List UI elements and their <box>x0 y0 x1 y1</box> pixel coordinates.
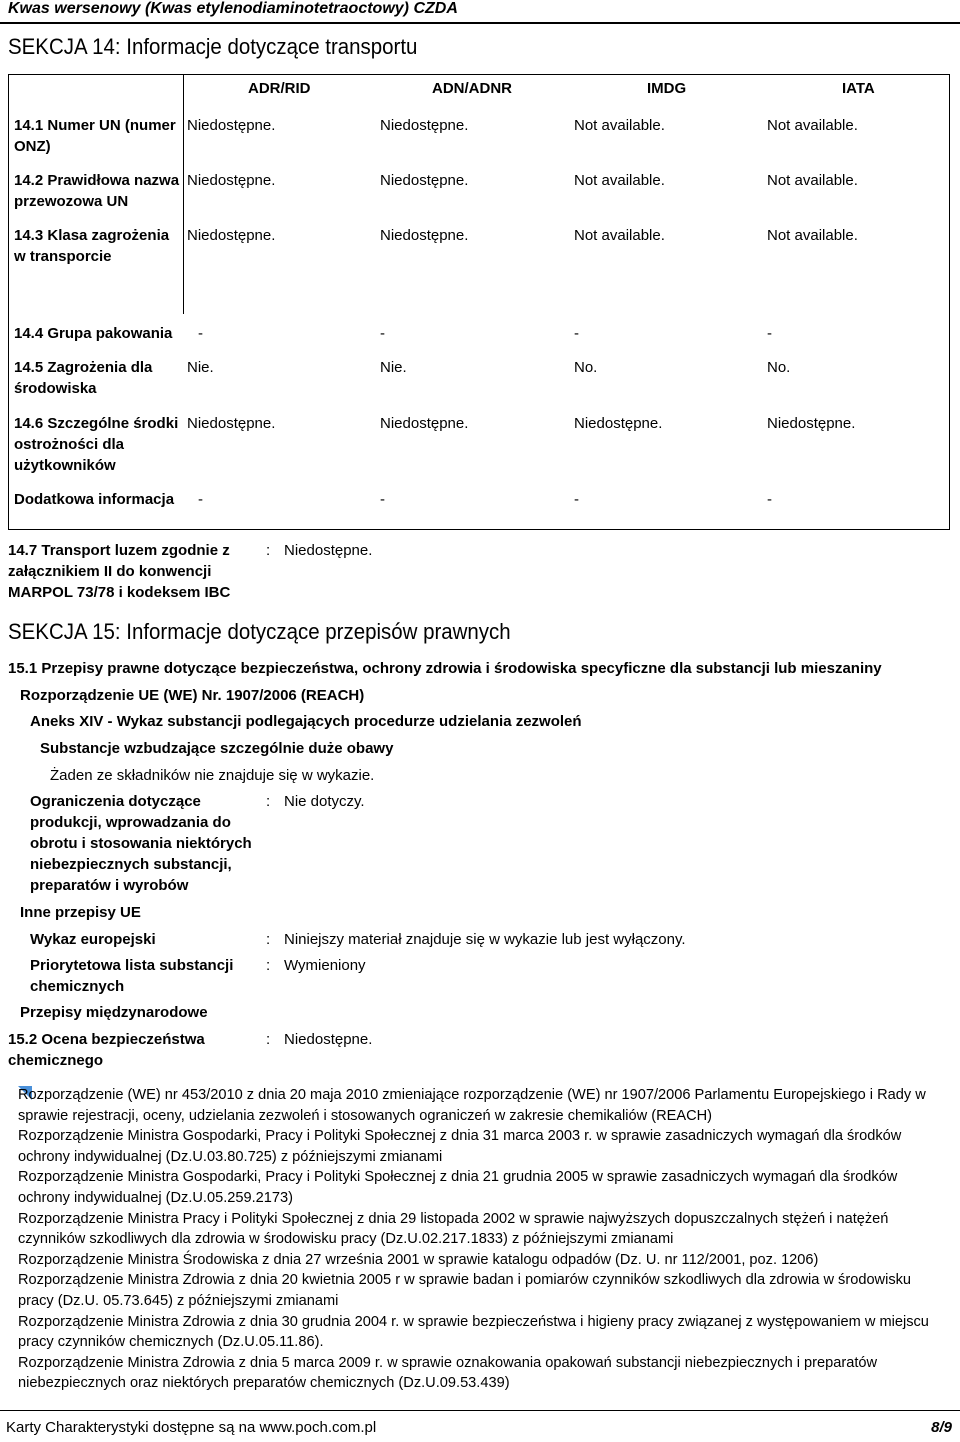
restrictions-value: Nie dotyczy. <box>284 793 365 810</box>
table-cell: - <box>574 325 579 342</box>
colon: : <box>266 793 271 810</box>
list-item: Rozporządzenie (WE) nr 453/2010 z dnia 20 maja 2010 zmieniające rozporządzenie (WE) nr 1907/2006 Parlamentu Europejskiego i Rady w sprawie rejestracji, oceny, udzielania zezwoleń i stosowanych ograniczeń w zakresie chemikaliów (REACH) <box>18 1087 926 1124</box>
header-rule <box>0 22 960 24</box>
row-label-special-precautions: 14.6 Szczególne środki ostrożności dla użytkowników <box>14 415 179 474</box>
restrictions-label: Ograniczenia dotyczące produkcji, wprowadzania do obrotu i stosowania niektórych niebezpiecznych substancji, preparatów i wyrobów <box>30 793 252 894</box>
table-cell: No. <box>574 359 598 376</box>
row-label-additional-info: Dodatkowa informacja <box>14 491 175 508</box>
row-label-environmental-hazards: 14.5 Zagrożenia dla środowiska <box>14 359 153 397</box>
table-cell: Niedostępne. <box>187 117 276 134</box>
column-header-adn-adnr: ADN/ADNR <box>432 80 512 97</box>
table-cell: - <box>767 325 772 342</box>
colon: : <box>266 957 271 974</box>
table-cell: Niedostępne. <box>187 227 276 244</box>
row-label-packing-group: 14.4 Grupa pakowania <box>14 325 173 342</box>
table-cell: Not available. <box>767 227 858 244</box>
list-item: Rozporządzenie Ministra Zdrowia z dnia 20 kwietnia 2005 r w sprawie badan i pomiarów czynników szkodliwych dla zdrowia w środowisku pracy (Dz.U. 05.73.645) z późniejszymi zmianami <box>18 1272 912 1309</box>
list-item: Rozporządzenie Ministra Zdrowia z dnia 5 marca 2009 r. w sprawie oznakowania opakowań substancji niebezpiecznych i preparatów niebezpiecznych oraz niektórych preparatów chemicznych (Dz.U.09.53.439) <box>18 1354 878 1392</box>
row-label-un-number: 14.1 Numer UN (numer ONZ) <box>14 117 176 155</box>
colon: : <box>266 542 271 559</box>
list-item: Rozporządzenie Ministra Pracy i Polityki Społecznej z dnia 29 listopada 2002 w sprawie najwyższych dopuszczalnych stężeń i natężeń czynników szkodliwych dla zdrowia w środowisku pracy (Dz.U.02.217.1833) z późniejszymi zmianami <box>18 1210 889 1248</box>
priority-list-value: Wymieniony <box>284 957 366 974</box>
other-eu-heading: Inne przepisy UE <box>20 904 141 921</box>
table-cell: Niedostępne. <box>187 172 276 189</box>
subsection-15-1-heading: 15.1 Przepisy prawne dotyczące bezpieczeństwa, ochrony zdrowia i środowiska specyficzne dla substancji lub mieszaniny <box>8 660 882 677</box>
table-cell: Niedostępne. <box>187 415 276 432</box>
svhc-value: Żaden ze składników nie znajduje się w wykazie. <box>50 767 375 784</box>
row-label-hazard-class: 14.3 Klasa zagrożenia w transporcie <box>14 227 170 265</box>
table-cell: - <box>380 491 385 508</box>
section-15-title: SEKCJA 15: Informacje dotyczące przepisów prawnych <box>8 619 511 644</box>
regulation-list <box>18 1085 948 1394</box>
column-header-adr-rid: ADR/RID <box>248 80 311 97</box>
colon: : <box>266 931 271 948</box>
bulk-transport-value: Niedostępne. <box>284 542 373 559</box>
table-cell: - <box>198 491 203 508</box>
transport-table-divider <box>183 74 184 314</box>
footer-rule <box>0 1410 960 1411</box>
footer-text: Karty Charakterystyki dostępne są na www.poch.com.pl <box>6 1419 377 1436</box>
table-cell: Not available. <box>767 172 858 189</box>
column-header-imdg: IMDG <box>647 80 687 97</box>
table-cell: No. <box>767 359 791 376</box>
table-cell: Not available. <box>574 172 665 189</box>
international-regulations-heading: Przepisy międzynarodowe <box>20 1004 208 1021</box>
chemical-safety-assessment-label: 15.2 Ocena bezpieczeństwa chemicznego <box>8 1031 205 1069</box>
list-item: Rozporządzenie Ministra Gospodarki, Pracy i Polityki Społecznej z dnia 31 marca 2003 r. w sprawie zasadniczych wymagań dla środków ochrony indywidualnej (Dz.U.03.80.725) z późniejszymi zmianami <box>18 1128 902 1165</box>
table-cell: Not available. <box>574 227 665 244</box>
table-cell: Not available. <box>767 117 858 134</box>
table-cell: Nie. <box>380 359 407 376</box>
table-cell: Nie. <box>187 359 214 376</box>
table-cell: Niedostępne. <box>767 415 856 432</box>
column-header-iata: IATA <box>842 80 875 97</box>
table-cell: Niedostępne. <box>380 415 469 432</box>
table-cell: - <box>767 491 772 508</box>
chemical-safety-assessment-value: Niedostępne. <box>284 1031 373 1048</box>
table-cell: Niedostępne. <box>380 117 469 134</box>
section-14-title: SEKCJA 14: Informacje dotyczące transportu <box>8 34 418 59</box>
european-inventory-value: Niniejszy materiał znajduje się w wykazie lub jest wyłączony. <box>284 931 686 948</box>
table-cell: Niedostępne. <box>380 227 469 244</box>
colon: : <box>266 1031 271 1048</box>
european-inventory-label: Wykaz europejski <box>30 931 156 948</box>
svhc-heading: Substancje wzbudzające szczególnie duże obawy <box>40 740 394 757</box>
list-item: Rozporządzenie Ministra Środowiska z dnia 27 września 2001 w sprawie katalogu odpadów (Dz. U. nr 112/2001, poz. 1206) <box>18 1251 819 1268</box>
priority-list-label: Priorytetowa lista substancji chemicznych <box>30 957 234 995</box>
table-cell: Niedostępne. <box>574 415 663 432</box>
table-cell: - <box>380 325 385 342</box>
table-cell: - <box>574 491 579 508</box>
page-number: 8/9 <box>931 1419 952 1436</box>
table-cell: Not available. <box>574 117 665 134</box>
row-label-shipping-name: 14.2 Prawidłowa nazwa przewozowa UN <box>14 172 180 210</box>
table-cell: Niedostępne. <box>380 172 469 189</box>
annex-xiv-heading: Aneks XIV - Wykaz substancji podlegających procedurze udzielania zezwoleń <box>30 713 582 730</box>
document-title: Kwas wersenowy (Kwas etylenodiaminotetraoctowy) CZDA <box>8 0 458 17</box>
bulk-transport-label: 14.7 Transport luzem zgodnie z załącznikiem II do konwencji MARPOL 73/78 i kodeksem IBC <box>8 542 231 601</box>
table-cell: - <box>198 325 203 342</box>
list-item: Rozporządzenie Ministra Zdrowia z dnia 30 grudnia 2004 r. w sprawie bezpieczeństwa i higieny pracy związanej z występowaniem w miejscu pracy czynników chemicznych (Dz.U.05.11.86). <box>18 1313 929 1351</box>
list-item: Rozporządzenie Ministra Gospodarki, Pracy i Polityki Społecznej z dnia 21 grudnia 2005 w sprawie zasadniczych wymagań dla środków ochrony indywidualnej (Dz.U.05.259.2173) <box>18 1169 898 1206</box>
reach-heading: Rozporządzenie UE (WE) Nr. 1907/2006 (REACH) <box>20 687 365 704</box>
